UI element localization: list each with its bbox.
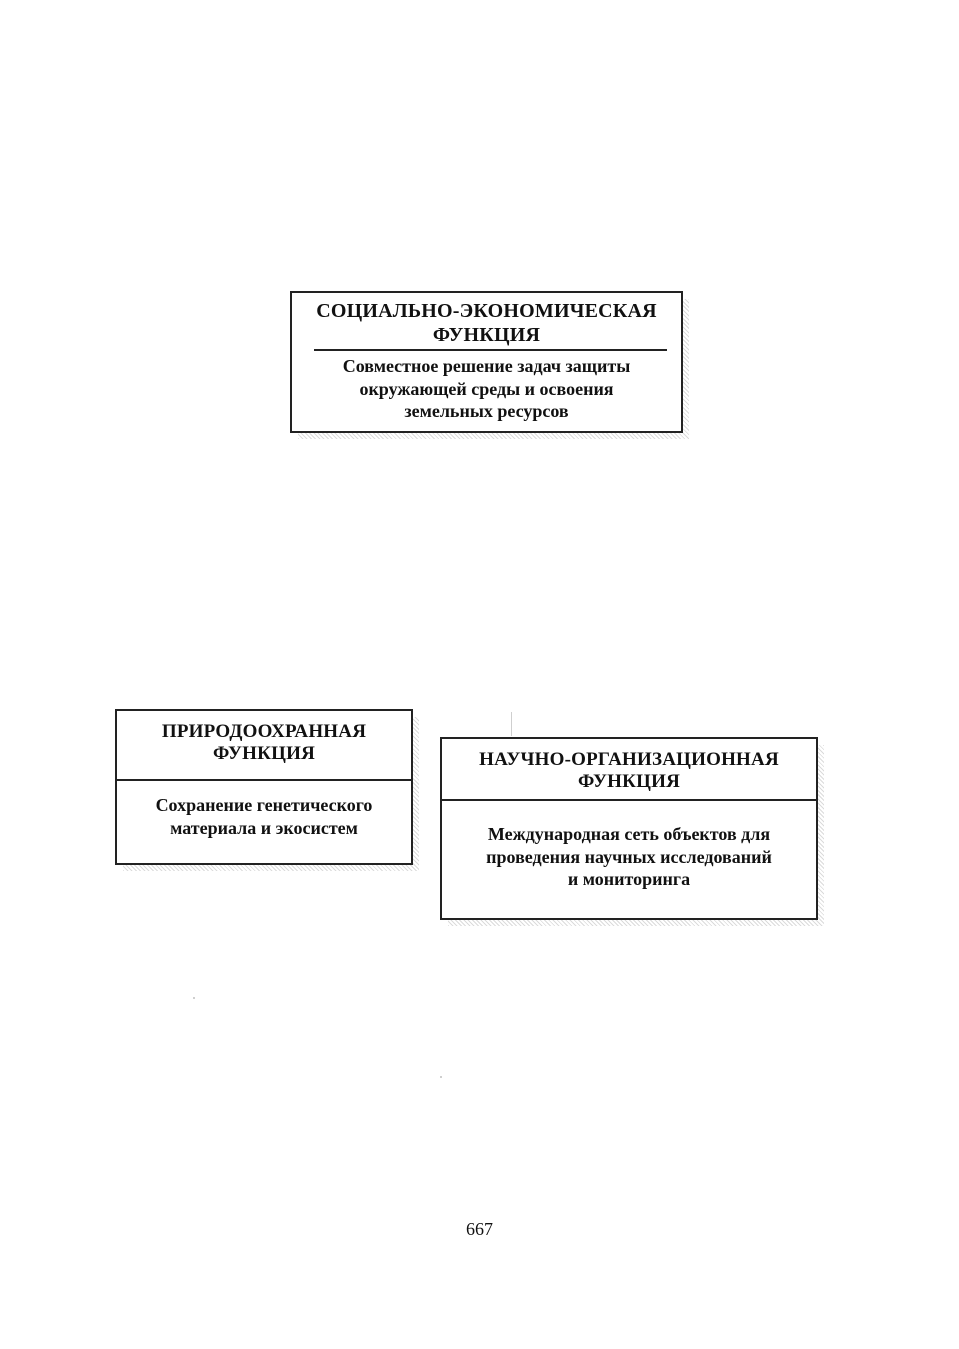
- scan-artifact-dot: [440, 1076, 442, 1078]
- social-economic-function-box: [290, 291, 683, 433]
- social-economic-function-title: СОЦИАЛЬНО-ЭКОНОМИЧЕСКАЯ ФУНКЦИЯ: [316, 300, 657, 346]
- conservation-function-description: Сохранение генетического материала и экосистем: [155, 795, 373, 838]
- conservation-function-box: [115, 709, 413, 865]
- scientific-organizational-function-description: Международная сеть объектов для проведения научных исследований и мониторинга: [486, 824, 772, 889]
- scan-artifact-dot: [193, 997, 195, 999]
- page-number: 667: [466, 1219, 493, 1239]
- scientific-organizational-function-title: НАУЧНО-ОРГАНИЗАЦИОННАЯ ФУНКЦИЯ: [479, 749, 779, 793]
- scan-artifact-line: [511, 712, 512, 736]
- social-economic-function-description: Совместное решение задач защиты окружающей среды и освоения земельных ресурсов: [342, 356, 631, 422]
- scientific-organizational-function-box: [440, 737, 818, 920]
- conservation-function-title: ПРИРОДООХРАННАЯ ФУНКЦИЯ: [161, 721, 367, 765]
